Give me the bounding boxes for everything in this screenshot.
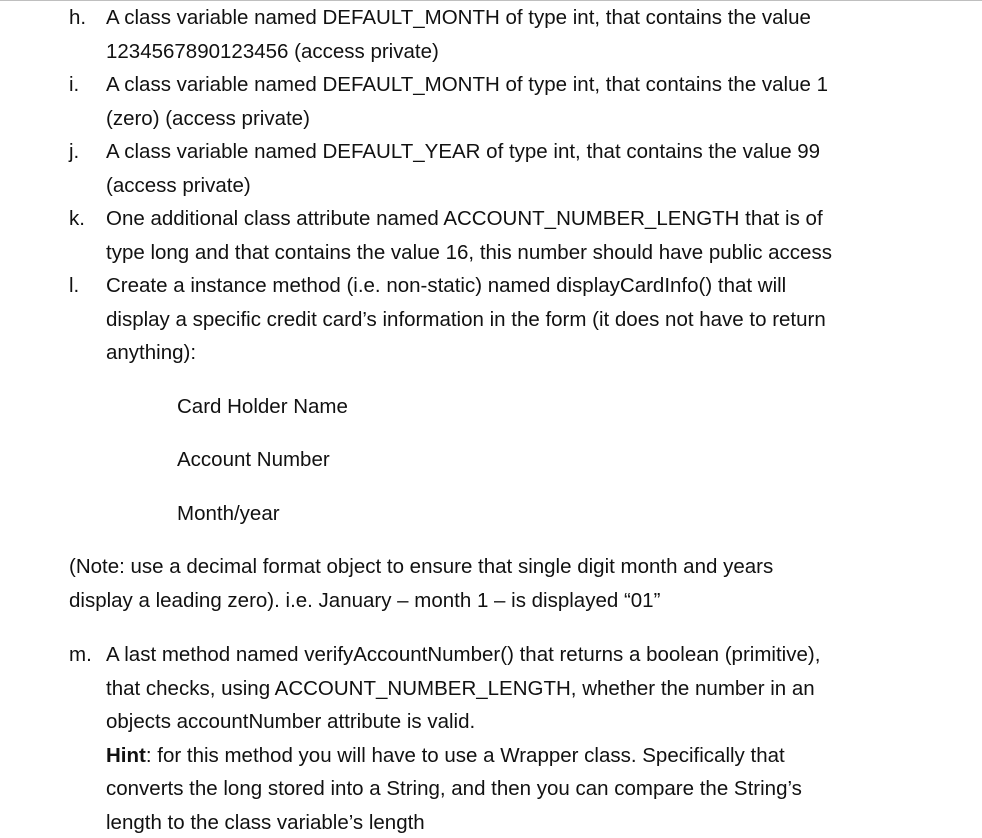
list-marker: i.: [69, 73, 80, 96]
list-item-text: One additional class attribute named ACCOUNT_NUMBER_LENGTH that is of: [106, 207, 823, 230]
form-field-card-holder: Card Holder Name: [177, 394, 348, 418]
list-item-j: [0, 135, 906, 202]
form-field-month-year: Month/year: [177, 501, 280, 525]
form-field-list: [0, 443, 982, 477]
list-marker: j.: [69, 140, 80, 163]
document-body: [0, 1, 982, 838]
list-item-text: objects accountNumber attribute is valid.: [106, 710, 476, 733]
list-item-text: display a specific credit card’s information in the form (it does not have to return: [106, 307, 826, 331]
note-text: display a leading zero). i.e. January – month 1 – is displayed “01”: [69, 588, 661, 612]
form-field-account-number: Account Number: [177, 448, 330, 471]
hint-line: [106, 739, 906, 773]
list-item-text: A class variable named DEFAULT_MONTH of type int, that contains the value: [106, 6, 811, 29]
list-item-text: A class variable named DEFAULT_YEAR of type int, that contains the value 99: [106, 140, 821, 163]
list-item-text: (zero) (access private): [106, 106, 310, 130]
list-item-i: [0, 68, 906, 135]
list-marker: k.: [69, 207, 85, 230]
list-item-text: (access private): [106, 173, 251, 197]
note-paragraph: [0, 550, 982, 617]
list-item-text: that checks, using ACCOUNT_NUMBER_LENGTH, whether the number in an: [106, 676, 815, 700]
list-item-text: anything):: [106, 341, 197, 364]
form-field-list: [0, 497, 982, 531]
list-item-text: type long and that contains the value 16, this number should have public access: [106, 240, 832, 264]
list-item-h: [0, 1, 906, 68]
list-item-text: A last method named verifyAccountNumber() that returns a boolean (primitive),: [106, 643, 821, 666]
list-marker: l.: [69, 274, 80, 297]
hint-text: length to the class variable’s length: [106, 810, 425, 834]
list-item-text: 1234567890123456 (access private): [106, 39, 439, 63]
hint-label: Hint: [106, 743, 146, 767]
list-marker: m.: [69, 643, 92, 666]
form-field-list: [0, 390, 982, 424]
note-text: (Note: use a decimal format object to ensure that single digit month and years: [69, 555, 774, 578]
list-item-k: [0, 202, 906, 269]
hint-text: converts the long stored into a String, and then you can compare the String’s: [106, 777, 802, 800]
list-item-text: A class variable named DEFAULT_MONTH of type int, that contains the value 1: [106, 73, 829, 96]
list-item-m: [0, 638, 906, 838]
hint-text: : for this method you will have to use a Wrapper class. Specifically that: [145, 743, 785, 767]
list-marker: h.: [69, 6, 87, 29]
list-item-l: [0, 269, 906, 370]
list-item-text: Create a instance method (i.e. non-static) named displayCardInfo() that will: [106, 274, 787, 297]
